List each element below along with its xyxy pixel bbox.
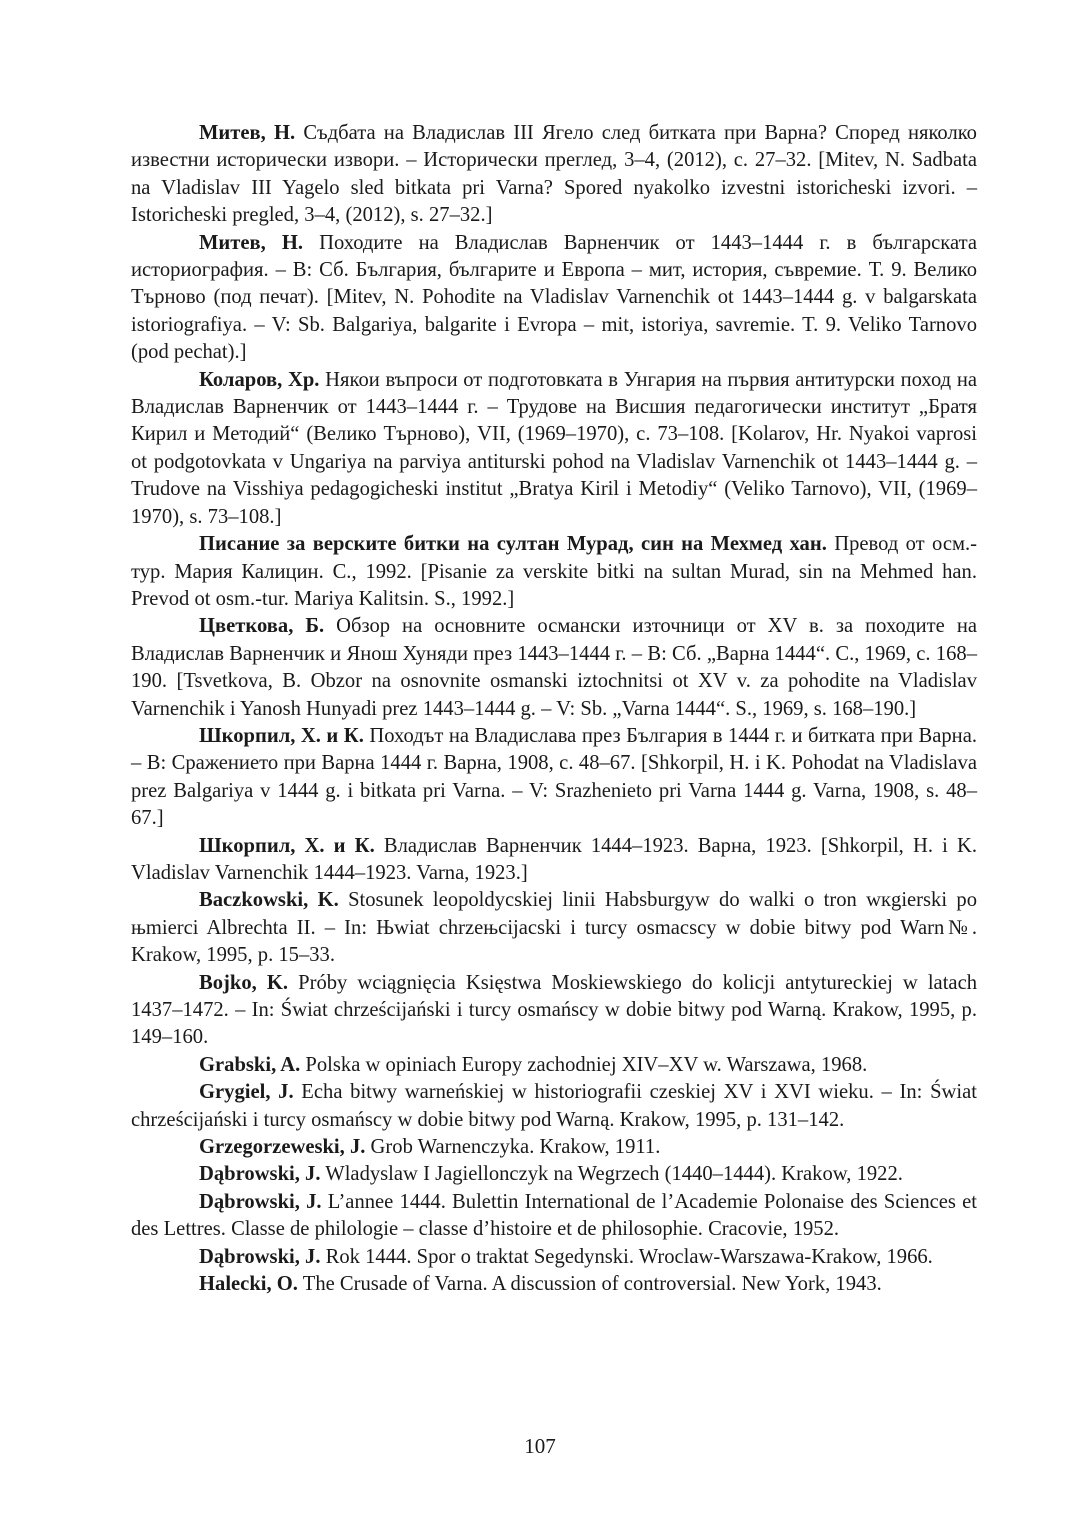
- entry-text: Походите на Владислав Варненчик от 1443–1444 г. в българската историография. – В: Сб. България, българите и Европа – мит, история, съвремие. Т. 9. Велико Търново (под печат). [Mitev, N. Pohodite na Vladislav Varnenchik ot 1443–1444 g. v balgarskata istoriografiya. – V: Sb. Balgariya, balgarite i Evropa – mit, istoriya, savremie. T. 9. Veliko Tarnovo (pod pechat).]: [131, 231, 977, 364]
- bibliography-entry: [131, 887, 977, 969]
- entry-author: Коларов, Хр.: [199, 368, 320, 391]
- entry-text: L’annee 1444. Bulettin International de l’Academie Polonaise des Sciences et des Lettres. Classe de philologie – classe d’histoire et de philosophie. Cracovie, 1952.: [131, 1190, 977, 1241]
- entry-text: Превод от осм.-тур. Мария Калицин. С., 1992. [Pisanie za verskite bitki na sultan Murad, sin na Mehmed han. Prevod ot osm.-tur. Mariya Kalitsin. S., 1992.]: [131, 533, 977, 610]
- bibliography-entry: [131, 833, 977, 888]
- entry-text: Echa bitwy warneńskiej w historiografii czeskiej XV i XVI wieku. – In: Świat chrześcijański i turcy osmańscy w dobie bitwy pod Warną. Krakow, 1995, p. 131–142.: [131, 1081, 977, 1131]
- entry-author: Цветкова, Б.: [199, 615, 325, 638]
- entry-text: Rok 1444. Spor o traktat Segedynski. Wroclaw-Warszawa-Krakow, 1966.: [320, 1245, 933, 1268]
- entry-author: Grzegorzeweski, J.: [199, 1136, 366, 1159]
- entry-author: Митев, Н.: [199, 122, 296, 144]
- entry-author: Шкорпил, Х. и К.: [199, 724, 364, 747]
- bibliography-entry: [131, 613, 977, 723]
- entry-text: Stosunek leopoldycskiej linii Habsburgyw do walki o tron wкgierski po њmierci Albrechta II. – In: Њwiat chrzeњcijacski i turcy osmacscy w dobie bitwy pod Warn№. Krakow, 1995, p. 15–33.: [131, 889, 977, 967]
- page-number: 107: [524, 1434, 556, 1458]
- entry-author: Baczkowski, K.: [199, 889, 339, 912]
- bibliography-entry: [131, 1134, 977, 1161]
- entry-text: Wladyslaw I Jagiellonczyk na Wegrzech (1440–1444). Krakow, 1922.: [320, 1163, 903, 1186]
- entry-author: Dąbrowski, J.: [199, 1163, 321, 1186]
- entry-text: Próby wciągnięcia Księstwa Moskiewskiego do kolicji antytureckiej w latach 1437–1472. – In: Świat chrześcijański i turcy osmańscy w dobie bitwy pod Warną. Krakow, 1995, p. 149–160.: [131, 971, 978, 1049]
- entry-text: Съдбата на Владислав III Ягело след битката при Варна? Според няколко известни исторически извори. – Исторически преглед, 3–4, (2012), с. 27–32. [Mitev, N. Sadbata na Vladislav III Yagelo sled bitkata pri Varna? Spored nyakolko izvestni istoricheski izvori. – Istoricheski pregled, 3–4, (2012), s. 27–32.]: [131, 122, 977, 227]
- entry-author: Митев, Н.: [199, 231, 304, 254]
- bibliography-entry: [131, 1052, 977, 1079]
- entry-text: Polska w opiniach Europy zachodniej XIV–XV w. Warszawa, 1968.: [300, 1053, 868, 1076]
- entry-author: Grabski, A.: [199, 1053, 301, 1076]
- bibliography-entry: [131, 1244, 977, 1271]
- entry-text: The Crusade of Varna. A discussion of controversial. New York, 1943.: [297, 1273, 882, 1296]
- entry-author: Grygiel, J.: [199, 1081, 294, 1104]
- entry-author: Dąbrowski, J.: [199, 1245, 321, 1268]
- entry-author: Писание за верските битки на султан Мурад, син на Мехмед хан.: [199, 533, 827, 556]
- entry-text: Grob Warnenczyka. Krakow, 1911.: [365, 1136, 661, 1159]
- entry-text: Някои въпроси от подготовката в Унгария на първия антитурски поход на Владислав Варненчик от 1443–1444 г. – Трудове на Висшия педагогически институт „Братя Кирил и Методий“ (Велико Търново), VII, (1969–1970), с. 73–108. [Kolarov, Hr. Nyakoi vaprosi ot podgotovkata v Ungariya na parviya antiturski pohod na Vladislav Varnenchik ot 1443–1444 g. – Trudove na Visshiya pedagogicheski institut „Bratya Kiril i Metodiy“ (Veliko Tarnovo), VII, (1969–1970), s. 73–108.]: [131, 368, 977, 528]
- bibliography-entry: [131, 1079, 977, 1134]
- bibliography-entry: [131, 1271, 977, 1298]
- entry-author: Шкорпил, Х. и К.: [199, 834, 375, 857]
- bibliography-entry: [131, 1189, 977, 1244]
- bibliography-entry: [131, 970, 977, 1052]
- bibliography-entry: [131, 230, 977, 367]
- bibliography-entry: [131, 723, 977, 833]
- bibliography-entry: [131, 1161, 977, 1188]
- entry-author: Dąbrowski, J.: [199, 1190, 322, 1213]
- entry-author: Halecki, O.: [199, 1273, 298, 1296]
- bibliography-entry: [131, 531, 977, 613]
- bibliography-list: [131, 120, 977, 1298]
- bibliography-entry: [131, 367, 977, 531]
- bibliography-entry: [131, 120, 977, 230]
- entry-text: Обзор на основните османски източници от XV в. за походите на Владислав Варненчик и Янош Хуняди през 1443–1444 г. – В: Сб. „Варна 1444“. С., 1969, с. 168–190. [Tsvetkova, B. Obzor na osnovnite osmanski iztochnitsi ot XV v. za pohodite na Vladislav Varnenchik i Yanosh Hunyadi prez 1443–1444 g. – V: Sb. „Varna 1444“. S., 1969, s. 168–190.]: [131, 615, 977, 720]
- entry-text: Походът на Владислава през България в 1444 г. и битката при Варна. – В: Сражението при Варна 1444 г. Варна, 1908, с. 48–67. [Shkorpil, H. i K. Pohodat na Vladislava prez Balgariya v 1444 g. i bitkata pri Varna. – V: Srazhenieto pri Varna 1444 g. Varna, 1908, s. 48–67.]: [131, 724, 977, 830]
- entry-text: Владислав Варненчик 1444–1923. Варна, 1923. [Shkorpil, H. i K. Vladislav Varnenchik 1444–1923. Varna, 1923.]: [131, 834, 977, 884]
- entry-author: Bojko, K.: [199, 971, 289, 994]
